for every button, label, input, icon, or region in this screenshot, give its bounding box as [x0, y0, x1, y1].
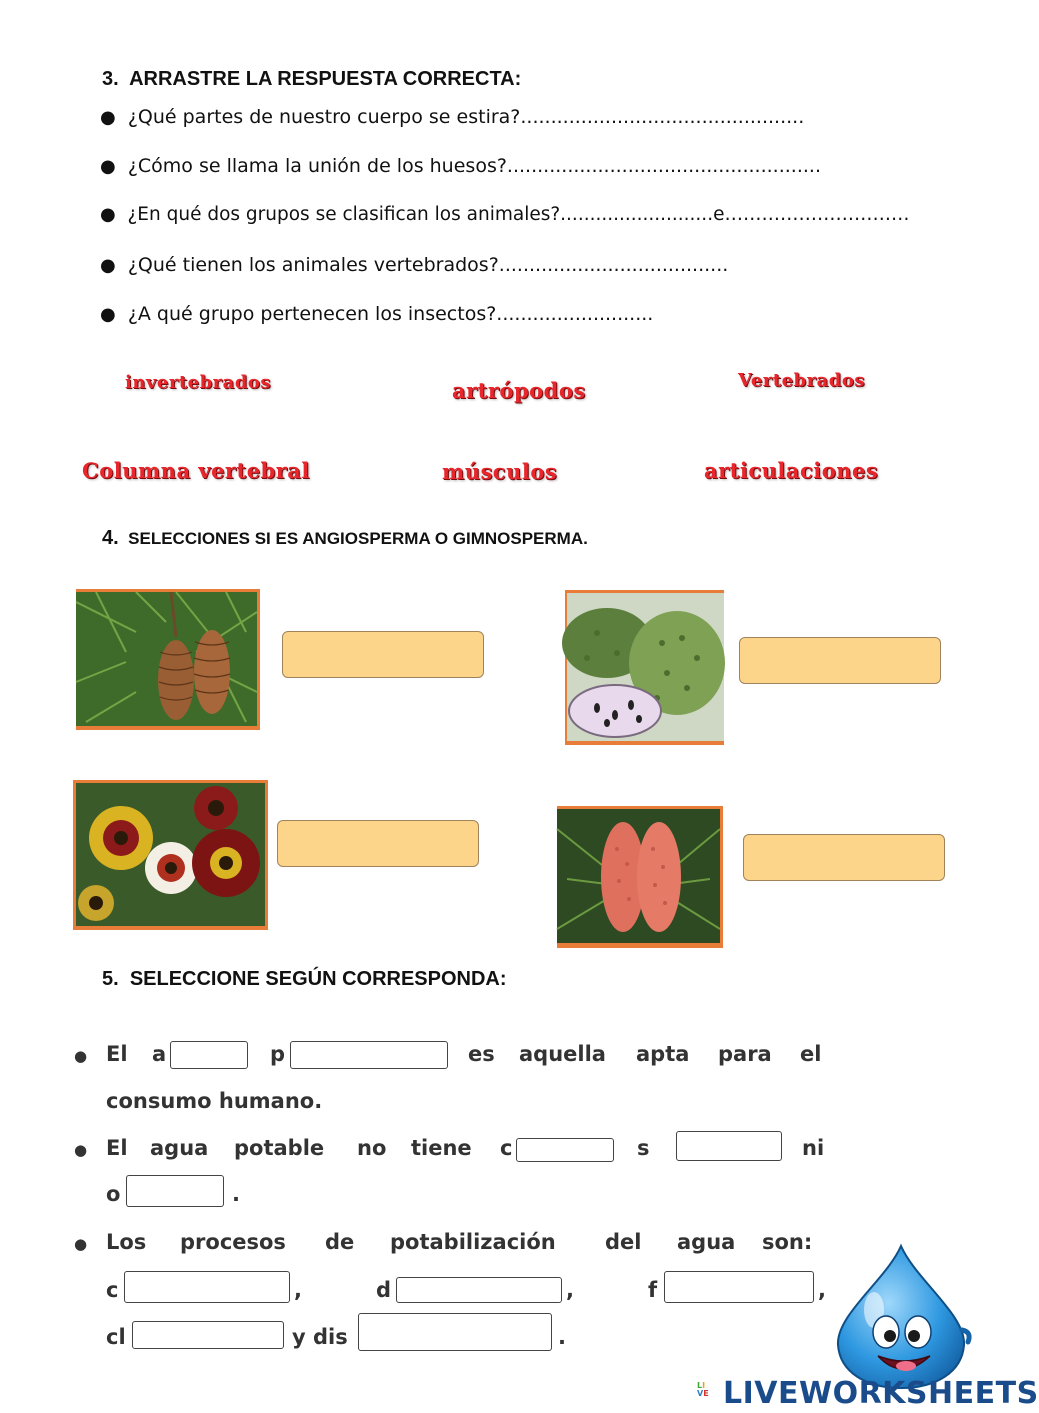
s5-word: el: [800, 1042, 822, 1066]
s5-word: c: [500, 1136, 513, 1160]
question-1-text: ¿Qué partes de nuestro cuerpo se estira?...............................................: [127, 106, 805, 128]
answer-box-2[interactable]: [739, 637, 941, 684]
s5-word: ,: [294, 1278, 302, 1302]
blank-decantacion[interactable]: [396, 1277, 562, 1303]
word-invertebrados[interactable]: invertebrados: [125, 372, 272, 393]
section-4-title: [102, 527, 588, 550]
s5-word: Los: [106, 1230, 147, 1254]
s5-word: ni: [802, 1136, 825, 1160]
question-3: [100, 204, 909, 225]
s5-word: de: [325, 1230, 355, 1254]
s5-word: es: [468, 1042, 495, 1066]
question-5: [100, 303, 653, 325]
soursop-image: [565, 590, 724, 745]
blank-olor[interactable]: [126, 1175, 224, 1207]
s5-word: potabilización: [390, 1230, 556, 1254]
bullet-icon: ●: [74, 1235, 88, 1253]
s5-word: p: [270, 1042, 286, 1066]
section-3-number: 3.: [102, 68, 119, 90]
word-artropodos[interactable]: artrópodos: [452, 378, 586, 403]
question-2: [100, 155, 821, 177]
question-3-text: ¿En qué dos grupos se clasifican los animales?..........................e…………………………: [127, 204, 910, 225]
s5-word: ,: [566, 1278, 574, 1302]
s5-word: del: [605, 1230, 642, 1254]
bullet-icon: ●: [100, 156, 116, 177]
water-drop-mascot-icon: [826, 1240, 976, 1390]
pine-cone-image: [76, 589, 260, 730]
answer-box-3[interactable]: [277, 820, 479, 867]
s5-word: El: [106, 1042, 128, 1066]
bullet-icon: ●: [74, 1141, 88, 1159]
blank-coagulacion[interactable]: [124, 1271, 290, 1303]
flowers-image: [73, 780, 268, 930]
s5-word: c: [106, 1278, 119, 1302]
bullet-icon: ●: [100, 304, 116, 325]
blank-sabor[interactable]: [676, 1131, 782, 1161]
s5-word: ,: [818, 1278, 826, 1302]
s5-word: El: [106, 1136, 128, 1160]
liveworksheets-logo: [697, 1376, 1039, 1412]
bullet-icon: ●: [74, 1047, 88, 1065]
question-4: [100, 254, 728, 276]
s5-word: .: [558, 1325, 566, 1349]
section-5-title: [102, 968, 507, 991]
s5-word: agua: [150, 1136, 209, 1160]
cycad-cone-image: [557, 806, 723, 948]
bullet-icon: ●: [100, 255, 116, 276]
word-columna-vertebral[interactable]: Columna vertebral: [82, 458, 310, 483]
question-4-text: ¿Qué tienen los animales vertebrados?......................................: [127, 254, 729, 276]
s5-line-2: consumo humano.: [106, 1089, 323, 1113]
s5-word: no: [357, 1136, 387, 1160]
s5-word: procesos: [180, 1230, 286, 1254]
s5-word: d: [376, 1278, 392, 1302]
answer-box-1[interactable]: [282, 631, 484, 678]
s5-word: a: [152, 1042, 167, 1066]
bullet-icon: ●: [100, 107, 116, 128]
question-5-text: ¿A qué grupo pertenecen los insectos?..........................: [127, 303, 654, 325]
s5-line-1: [74, 1042, 826, 1066]
blank-cloracion[interactable]: [132, 1321, 284, 1349]
s5-line-5: [74, 1230, 826, 1254]
word-articulaciones[interactable]: articulaciones: [704, 458, 879, 483]
s5-word: aquella: [519, 1042, 606, 1066]
s5-word: apta: [636, 1042, 690, 1066]
s5-word: cl: [106, 1325, 126, 1349]
word-vertebrados[interactable]: Vertebrados: [738, 370, 865, 391]
s5-word: y dis: [292, 1325, 348, 1349]
answer-box-4[interactable]: [743, 834, 945, 881]
bullet-icon: ●: [100, 204, 116, 225]
s5-line-3: [74, 1136, 826, 1160]
blank-agua-potable-a[interactable]: [170, 1041, 248, 1069]
section-3-title: [102, 68, 521, 91]
logo-mark-icon: LI VE: [697, 1381, 709, 1398]
section-3-heading: ARRASTRE LA RESPUESTA CORRECTA:: [129, 68, 522, 90]
s5-word: .: [232, 1182, 240, 1206]
section-5-number: 5.: [102, 968, 119, 990]
section-4-number: 4.: [102, 527, 119, 549]
s5-word: o: [106, 1182, 121, 1206]
blank-filtracion[interactable]: [664, 1271, 814, 1303]
brand-name: LIVEWORKSHEETS: [723, 1376, 1039, 1411]
s5-word: para: [718, 1042, 772, 1066]
blank-color[interactable]: [516, 1138, 614, 1162]
section-5-heading: SELECCIONE SEGÚN CORRESPONDA:: [129, 968, 507, 990]
s5-word: tiene: [411, 1136, 472, 1160]
blank-distribucion[interactable]: [358, 1313, 552, 1351]
s5-word: agua: [677, 1230, 736, 1254]
s5-word: s: [637, 1136, 650, 1160]
s5-word: f: [648, 1278, 658, 1302]
section-4-heading: SELECCIONES SI ES ANGIOSPERMA O GIMNOSPERMA.: [128, 529, 588, 548]
question-1: [100, 106, 804, 128]
question-2-text: ¿Cómo se llama la unión de los huesos?....................................................: [127, 155, 821, 177]
s5-word: potable: [234, 1136, 325, 1160]
word-musculos[interactable]: músculos: [442, 459, 558, 484]
blank-agua-potable-p[interactable]: [290, 1041, 448, 1069]
s5-word: son:: [762, 1230, 813, 1254]
